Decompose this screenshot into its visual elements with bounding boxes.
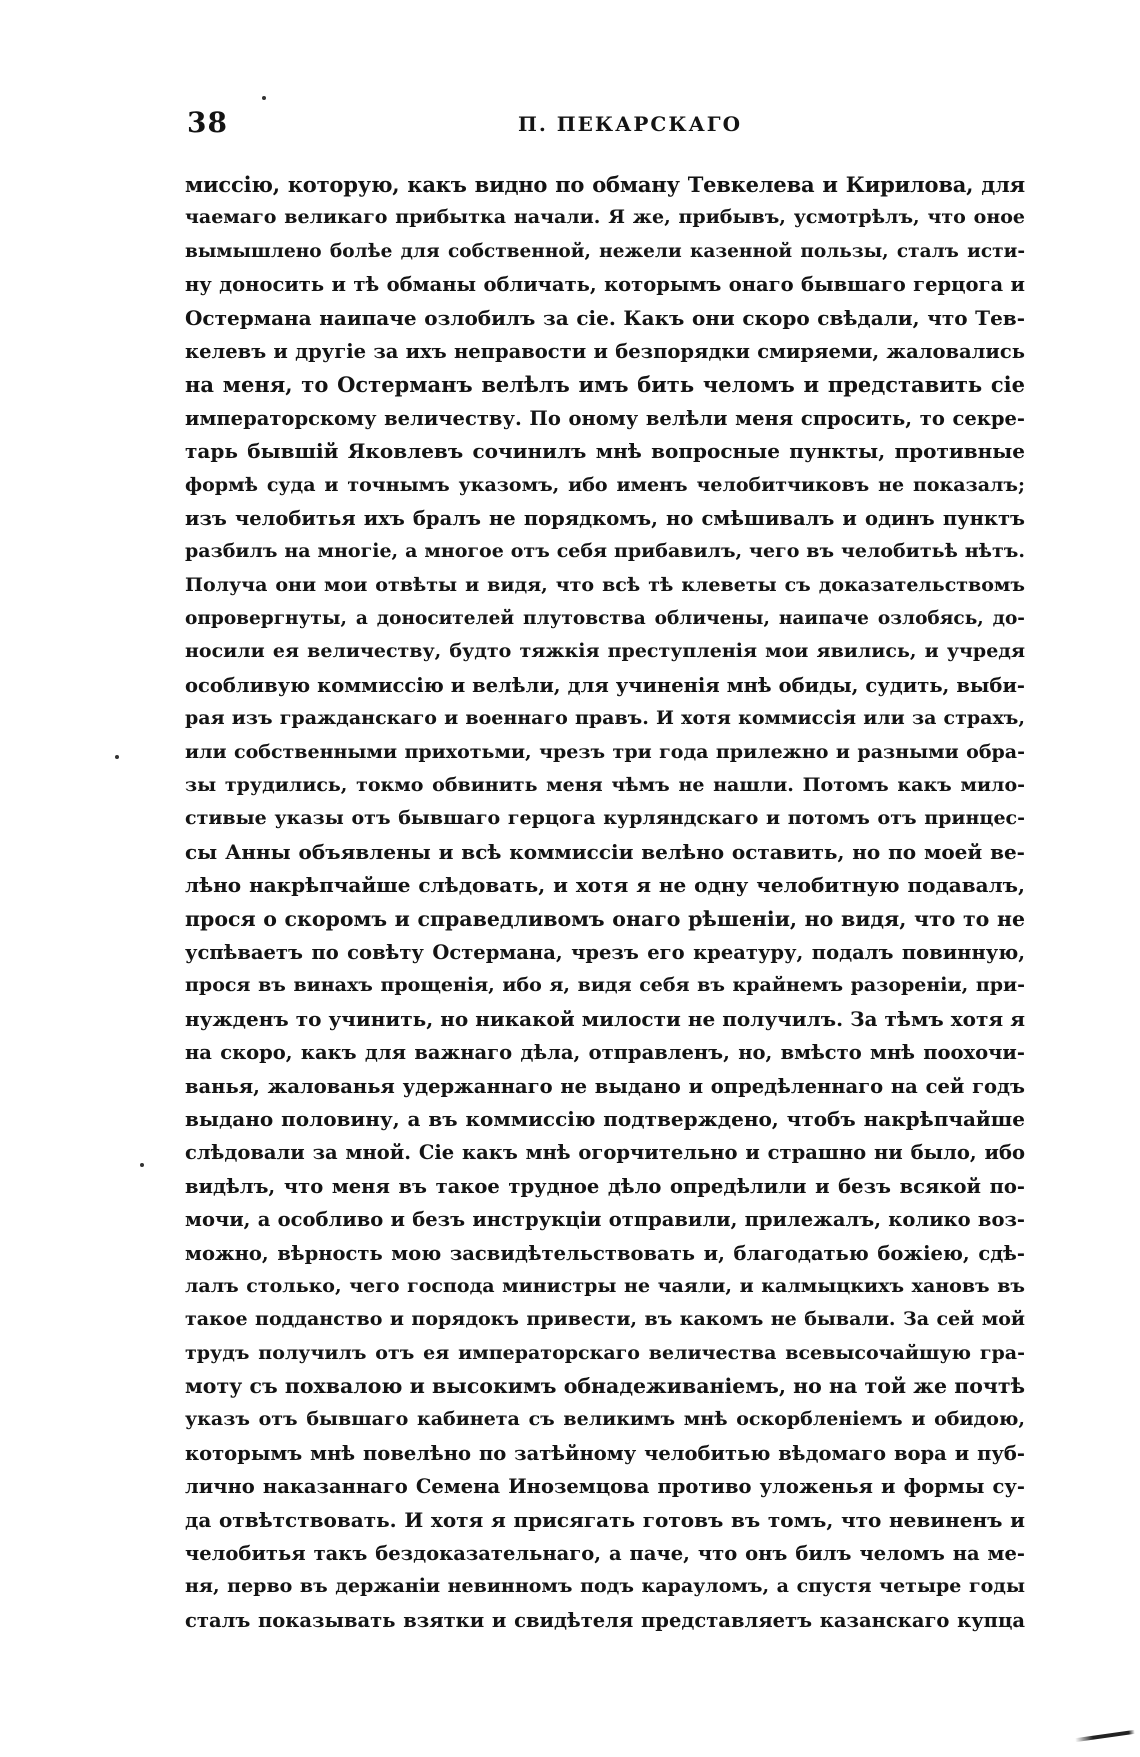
text-line: лѣно накрѣпчайше слѣдовать, и хотя я не одну челобитную подавалъ, [185,873,1025,898]
text-line: вымышлено болѣе для собственной, нежели казенной пользы, сталъ исти- [185,240,1025,262]
text-line: прося о скоромъ и справедливомъ онаго рѣшеніи, но видя, что то не [185,906,1025,931]
text-line: лично наказаннаго Семена Иноземцова противо уложенья и формы су- [185,1475,1025,1499]
text-line: мочи, а особливо и безъ инструкціи отправили, прилежалъ, колико воз- [185,1208,1025,1232]
running-head: П. ПЕКАРСКАГО [517,112,743,136]
text-line: келевъ и другіе за ихъ неправости и безпорядки смиряеми, жаловались [185,339,1025,363]
page-number: 38 [187,106,228,139]
text-line: моту съ похвалою и высокимъ обнадеживаніемъ, но на той же почтѣ [185,1374,1025,1399]
text-line: успѣваетъ по совѣту Остермана, чрезъ его креатуру, подалъ повинную, [185,940,1025,964]
text-line: императорскому величеству. По оному велѣли меня спросить, то секре- [185,406,1025,430]
text-line: трудъ получилъ отъ ея императорскаго величества всевысочайшую гра- [185,1341,1025,1364]
text-line: выдано половину, а въ коммиссію подтверждено, чтобъ накрѣпчайше [185,1106,1025,1131]
text-line: разбилъ на многіе, а многое отъ себя прибавилъ, чего въ челобитьѣ нѣтъ. [185,540,1025,563]
text-line: или собственными прихотьми, чрезъ три года прилежно и разными обра- [185,740,1025,763]
text-line: ня, перво въ держаніи невинномъ подъ карауломъ, а спустя четыре годы [185,1575,1025,1598]
text-line: нужденъ то учинить, но никакой милости не получилъ. За тѣмъ хотя я [185,1006,1025,1031]
text-line: на скоро, какъ для важнаго дѣла, отправленъ, но, вмѣсто мнѣ поохочи- [185,1041,1025,1065]
text-line: чаемаго великаго прибытка начали. Я же, прибывъ, усмотрѣлъ, что оное [185,206,1025,229]
text-line: формѣ суда и точнымъ указомъ, ибо именъ челобитчиковъ не показалъ; [185,473,1025,496]
text-line: сталъ показывать взятки и свидѣтеля представляетъ казанскаго купца [185,1608,1025,1632]
text-line: носили ея величеству, будто тяжкія преступленія мои явились, и учредя [185,640,1025,663]
text-line: видѣлъ, что меня въ такое трудное дѣло опредѣлили и безъ всякой по- [185,1174,1025,1198]
scan-speck-top [262,96,266,100]
text-line: Остермана наипаче озлобилъ за сіе. Какъ они скоро свѣдали, что Тев- [185,305,1025,330]
text-line: лалъ столько, чего господа министры не чаяли, и калмыцкихъ хановъ въ [185,1274,1025,1297]
text-line: особливую коммиссію и велѣли, для учиненія мнѣ обиды, судить, выби- [185,673,1025,697]
text-line: зы трудились, токмо обвинить меня чѣмъ не нашли. Потомъ какъ мило- [185,774,1025,797]
text-line: да отвѣтствовать. И хотя я присягать готовъ въ томъ, что невиненъ и [185,1507,1025,1532]
text-line: сы Анны объявлены и всѣ коммиссіи велѣно оставить, но по моей ве- [185,839,1025,864]
text-line: Получа они мои отвѣты и видя, что всѣ тѣ клеветы съ доказательствомъ [185,573,1025,596]
text-line: челобитья такъ бездоказательнаго, а паче, что онъ билъ челомъ на ме- [185,1542,1025,1566]
text-body [185,168,1025,1637]
text-line: рая изъ гражданскаго и военнаго правъ. И хотя коммиссія или за страхъ, [185,707,1025,730]
text-line: можно, вѣрность мою засвидѣтельствовать и, благодатью божіею, сдѣ- [185,1241,1025,1265]
text-line: слѣдовали за мной. Сіе какъ мнѣ огорчительно и страшно ни было, ибо [185,1141,1025,1165]
text-line: опровергнуты, а доносителей плутовства обличены, наипаче озлобясь, до- [185,608,1025,630]
text-line: на меня, то Остерманъ велѣлъ имъ бить челомъ и представить сіе [185,372,1025,398]
text-line: указъ отъ бывшаго кабинета съ великимъ мнѣ оскорбленіемъ и обидою, [185,1408,1025,1431]
text-line: миссію, которую, какъ видно по обману Тевкелева и Кирилова, для [185,172,1025,197]
scan-mark [1075,1730,1135,1742]
scan-speck-left [115,755,119,759]
text-line: ну доносить и тѣ обманы обличать, которымъ онаго бывшаго герцога и [185,273,1025,297]
text-line: стивые указы отъ бывшаго герцога курляндскаго и потомъ отъ принцес- [185,807,1025,830]
scan-speck-left-lower [140,1163,144,1167]
text-line: такое подданство и порядокъ привести, въ какомъ не бывали. За сей мой [185,1308,1025,1331]
text-line: ванья, жалованья удержаннаго не выдано и опредѣленнаго на сей годъ [185,1074,1025,1098]
text-line: изъ челобитья ихъ бралъ не порядкомъ, но смѣшивалъ и одинъ пунктъ [185,506,1025,530]
text-line: прося въ винахъ прощенія, ибо я, видя себя въ крайнемъ разореніи, при- [185,974,1025,997]
text-line: тарь бывшій Яковлевъ сочинилъ мнѣ вопросные пункты, противные [185,439,1025,464]
text-line: которымъ мнѣ повелѣно по затѣйному челобитью вѣдомаго вора и пуб- [185,1441,1025,1465]
